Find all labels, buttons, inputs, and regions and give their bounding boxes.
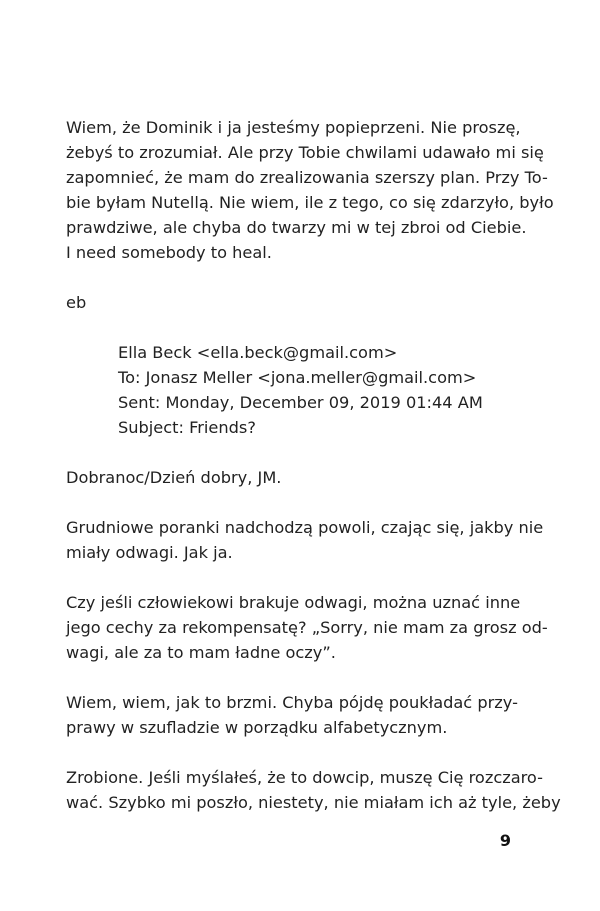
page-number: 9	[499, 831, 511, 850]
text-line: wać. Szybko mi poszło, niestety, nie miałam ich aż tyle, żeby	[66, 793, 561, 812]
text-line: miały odwagi. Jak ja.	[66, 543, 233, 562]
text-line: zapomnieć, że mam do zrealizowania szerszy plan. Przy To-	[66, 168, 548, 187]
text-line: Grudniowe poranki nadchodzą powoli, czając się, jakby nie	[66, 518, 544, 537]
text-line: I need somebody to heal.	[66, 243, 272, 262]
email-from: Ella Beck <ella.beck@gmail.com>	[118, 343, 398, 362]
text-line: prawdziwe, ale chyba do twarzy mi w tej zbroi od Ciebie.	[66, 218, 527, 237]
greeting: Dobranoc/Dzień dobry, JM.	[66, 468, 282, 487]
text-line: żebyś to zrozumiał. Ale przy Tobie chwilami udawało mi się	[66, 143, 544, 162]
text-line: Wiem, że Dominik i ja jesteśmy popieprzeni. Nie proszę,	[66, 118, 521, 137]
text-line: Wiem, wiem, jak to brzmi. Chyba pójdę poukładać przy-	[66, 693, 518, 712]
text-line: prawy w szufladzie w porządku alfabetycznym.	[66, 718, 448, 737]
email-sent: Sent: Monday, December 09, 2019 01:44 AM	[118, 393, 483, 412]
text-line: Zrobione. Jeśli myślałeś, że to dowcip, muszę Cię rozczaro-	[66, 768, 543, 787]
signature: eb	[66, 293, 87, 312]
email-subject: Subject: Friends?	[118, 418, 256, 437]
text-line: bie byłam Nutellą. Nie wiem, ile z tego, co się zdarzyło, było	[66, 193, 554, 212]
text-line: Czy jeśli człowiekowi brakuje odwagi, można uznać inne	[66, 593, 521, 612]
text-line: jego cechy za rekompensatę? „Sorry, nie mam za grosz od-	[66, 618, 548, 637]
email-to: To: Jonasz Meller <jona.meller@gmail.com>	[118, 368, 477, 387]
text-line: wagi, ale za to mam ładne oczy”.	[66, 643, 336, 662]
